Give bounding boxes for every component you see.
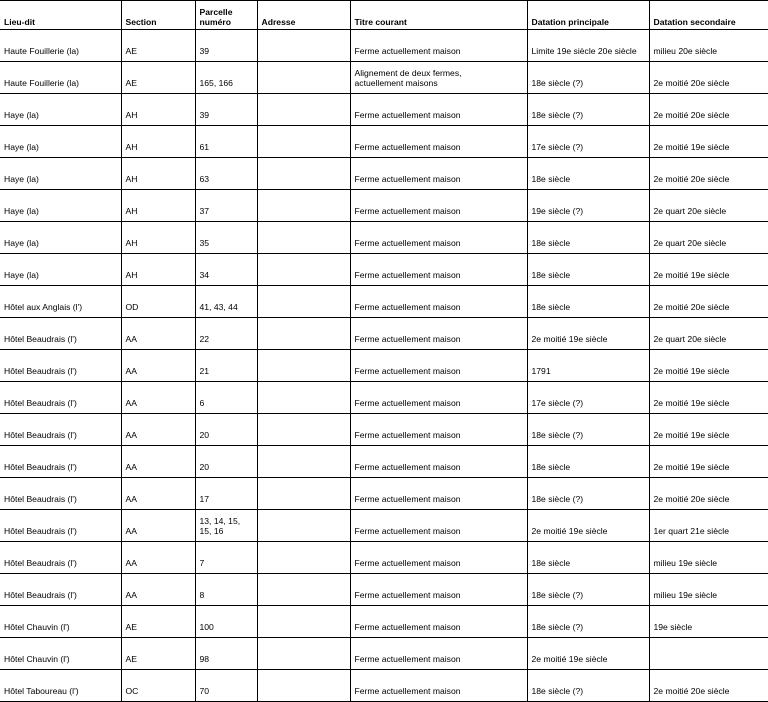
table-row [0, 574, 768, 606]
cell-datation-secondaire [649, 638, 768, 670]
cell-adresse [257, 190, 350, 222]
cell-parcelle: 8 [195, 574, 257, 606]
table-row [0, 446, 768, 478]
cell-titre: Ferme actuellement maison [350, 478, 527, 510]
cell-datation-secondaire: 2e moitié 19e siècle [649, 126, 768, 158]
table-row [0, 94, 768, 126]
cell-parcelle: 17 [195, 478, 257, 510]
table-row [0, 382, 768, 414]
cell-adresse [257, 30, 350, 62]
cell-adresse [257, 222, 350, 254]
table-row [0, 158, 768, 190]
cell-section: AE [121, 62, 195, 94]
cell-datation-principale: 18e siècle [527, 254, 649, 286]
cell-datation-principale: 18e siècle (?) [527, 414, 649, 446]
cell-section: AA [121, 318, 195, 350]
cell-lieu-dit: Hôtel Beaudrais (l') [0, 318, 121, 350]
cell-adresse [257, 126, 350, 158]
table-row [0, 542, 768, 574]
cell-adresse [257, 158, 350, 190]
header-titre: Titre courant [350, 1, 527, 30]
cell-parcelle: 7 [195, 542, 257, 574]
cell-adresse [257, 286, 350, 318]
cell-datation-secondaire: 19e siècle [649, 606, 768, 638]
cell-datation-principale: 18e siècle (?) [527, 606, 649, 638]
cell-titre: Ferme actuellement maison [350, 254, 527, 286]
cell-titre: Ferme actuellement maison [350, 670, 527, 702]
cell-datation-secondaire: 2e moitié 20e siècle [649, 94, 768, 126]
cell-titre: Ferme actuellement maison [350, 606, 527, 638]
table-row [0, 254, 768, 286]
cell-adresse [257, 254, 350, 286]
cell-lieu-dit: Hôtel Beaudrais (l') [0, 446, 121, 478]
header-lieu-dit: Lieu-dit [0, 1, 121, 30]
cell-titre: Ferme actuellement maison [350, 446, 527, 478]
cell-parcelle: 34 [195, 254, 257, 286]
cell-section: AA [121, 542, 195, 574]
cell-section: AA [121, 574, 195, 606]
cell-datation-secondaire: 2e moitié 19e siècle [649, 350, 768, 382]
cell-section: AH [121, 94, 195, 126]
table-row [0, 414, 768, 446]
table-row [0, 638, 768, 670]
cell-titre: Ferme actuellement maison [350, 638, 527, 670]
cell-datation-principale: 18e siècle [527, 222, 649, 254]
cell-section: AE [121, 606, 195, 638]
header-adresse: Adresse [257, 1, 350, 30]
cell-section: AH [121, 158, 195, 190]
cell-datation-principale: 2e moitié 19e siècle [527, 510, 649, 542]
cell-lieu-dit: Haye (la) [0, 222, 121, 254]
cell-datation-secondaire: milieu 19e siècle [649, 574, 768, 606]
cell-titre: Ferme actuellement maison [350, 190, 527, 222]
cell-section: OD [121, 286, 195, 318]
cell-parcelle: 39 [195, 30, 257, 62]
cell-parcelle: 63 [195, 158, 257, 190]
cell-parcelle: 20 [195, 414, 257, 446]
header-section: Section [121, 1, 195, 30]
cell-datation-principale: 2e moitié 19e siècle [527, 638, 649, 670]
table-row [0, 190, 768, 222]
cell-lieu-dit: Hôtel Beaudrais (l') [0, 510, 121, 542]
cell-lieu-dit: Haye (la) [0, 190, 121, 222]
cell-adresse [257, 62, 350, 94]
cell-datation-secondaire: 2e moitié 19e siècle [649, 414, 768, 446]
cell-datation-secondaire: 2e moitié 19e siècle [649, 382, 768, 414]
cell-section: AH [121, 254, 195, 286]
cell-datation-secondaire: 2e moitié 19e siècle [649, 446, 768, 478]
cell-datation-secondaire: 2e moitié 20e siècle [649, 62, 768, 94]
cell-section: AA [121, 414, 195, 446]
cell-datation-secondaire: 2e moitié 20e siècle [649, 286, 768, 318]
cell-datation-secondaire: 2e moitié 19e siècle [649, 254, 768, 286]
cell-section: AE [121, 30, 195, 62]
cell-parcelle: 70 [195, 670, 257, 702]
cell-section: AA [121, 510, 195, 542]
cell-datation-principale: 18e siècle [527, 286, 649, 318]
table-row [0, 510, 768, 542]
cell-lieu-dit: Haye (la) [0, 254, 121, 286]
table-row [0, 126, 768, 158]
cell-section: AA [121, 382, 195, 414]
cell-titre: Ferme actuellement maison [350, 382, 527, 414]
cell-parcelle: 13, 14, 15, 15, 16 [195, 510, 257, 542]
cell-datation-principale: 18e siècle [527, 446, 649, 478]
cell-adresse [257, 446, 350, 478]
cell-section: OC [121, 670, 195, 702]
cell-datation-principale: 17e siècle (?) [527, 126, 649, 158]
cell-adresse [257, 670, 350, 702]
cell-parcelle: 35 [195, 222, 257, 254]
cell-lieu-dit: Hôtel Beaudrais (l') [0, 350, 121, 382]
cell-parcelle: 22 [195, 318, 257, 350]
cell-section: AA [121, 350, 195, 382]
cell-titre: Ferme actuellement maison [350, 158, 527, 190]
cell-parcelle: 39 [195, 94, 257, 126]
cell-adresse [257, 638, 350, 670]
cell-adresse [257, 414, 350, 446]
cell-lieu-dit: Hôtel Chauvin (l') [0, 638, 121, 670]
cell-section: AH [121, 126, 195, 158]
cell-titre: Ferme actuellement maison [350, 542, 527, 574]
cell-datation-secondaire: milieu 20e siècle [649, 30, 768, 62]
cell-section: AH [121, 222, 195, 254]
cell-datation-principale: 18e siècle (?) [527, 574, 649, 606]
cell-datation-principale: 18e siècle [527, 542, 649, 574]
cell-datation-principale: 2e moitié 19e siècle [527, 318, 649, 350]
table-row [0, 670, 768, 702]
cell-titre: Ferme actuellement maison [350, 510, 527, 542]
table-row [0, 318, 768, 350]
cell-lieu-dit: Hôtel Beaudrais (l') [0, 382, 121, 414]
table-row [0, 222, 768, 254]
cell-datation-principale: 18e siècle (?) [527, 94, 649, 126]
cell-parcelle: 21 [195, 350, 257, 382]
cell-datation-secondaire: 2e quart 20e siècle [649, 318, 768, 350]
cell-adresse [257, 478, 350, 510]
cell-section: AA [121, 478, 195, 510]
header-parcelle: Parcelle numéro [195, 1, 257, 30]
cell-datation-principale: 1791 [527, 350, 649, 382]
cell-titre: Ferme actuellement maison [350, 414, 527, 446]
cell-datation-principale: Limite 19e siècle 20e siècle [527, 30, 649, 62]
cell-datation-principale: 17e siècle (?) [527, 382, 649, 414]
table-row [0, 30, 768, 62]
cell-lieu-dit: Haye (la) [0, 158, 121, 190]
table-row [0, 478, 768, 510]
table-row [0, 350, 768, 382]
cell-adresse [257, 574, 350, 606]
cell-datation-principale: 19e siècle (?) [527, 190, 649, 222]
cell-datation-secondaire: 2e quart 20e siècle [649, 222, 768, 254]
cell-lieu-dit: Haye (la) [0, 126, 121, 158]
cell-datation-secondaire: 2e quart 20e siècle [649, 190, 768, 222]
cell-datation-secondaire: 2e moitié 20e siècle [649, 670, 768, 702]
cell-titre: Ferme actuellement maison [350, 286, 527, 318]
cell-section: AH [121, 190, 195, 222]
cell-parcelle: 6 [195, 382, 257, 414]
table-body [0, 30, 768, 702]
header-datation-secondaire: Datation secondaire [649, 1, 768, 30]
cell-titre: Ferme actuellement maison [350, 574, 527, 606]
cell-titre: Ferme actuellement maison [350, 350, 527, 382]
cell-parcelle: 41, 43, 44 [195, 286, 257, 318]
cell-lieu-dit: Hôtel Beaudrais (l') [0, 542, 121, 574]
cell-adresse [257, 606, 350, 638]
cell-adresse [257, 510, 350, 542]
cell-datation-secondaire: 1er quart 21e siècle [649, 510, 768, 542]
cell-lieu-dit: Hôtel aux Anglais (l') [0, 286, 121, 318]
table-header-row [0, 1, 768, 30]
cell-titre: Ferme actuellement maison [350, 318, 527, 350]
cell-parcelle: 98 [195, 638, 257, 670]
cell-parcelle: 100 [195, 606, 257, 638]
cell-lieu-dit: Haye (la) [0, 94, 121, 126]
cell-lieu-dit: Hôtel Beaudrais (l') [0, 414, 121, 446]
cell-datation-principale: 18e siècle (?) [527, 670, 649, 702]
cell-titre: Ferme actuellement maison [350, 94, 527, 126]
cell-parcelle: 165, 166 [195, 62, 257, 94]
cell-datation-secondaire: 2e moitié 20e siècle [649, 158, 768, 190]
cell-datation-principale: 18e siècle (?) [527, 478, 649, 510]
cell-titre: Alignement de deux fermes, actuellement maisons [350, 62, 527, 94]
cell-adresse [257, 350, 350, 382]
cell-adresse [257, 318, 350, 350]
cell-datation-secondaire: milieu 19e siècle [649, 542, 768, 574]
cell-parcelle: 61 [195, 126, 257, 158]
cell-section: AE [121, 638, 195, 670]
cell-lieu-dit: Hôtel Chauvin (l') [0, 606, 121, 638]
cell-lieu-dit: Hôtel Beaudrais (l') [0, 574, 121, 606]
cell-parcelle: 20 [195, 446, 257, 478]
header-datation-principale: Datation principale [527, 1, 649, 30]
cell-titre: Ferme actuellement maison [350, 30, 527, 62]
cell-section: AA [121, 446, 195, 478]
cell-datation-principale: 18e siècle [527, 158, 649, 190]
cell-adresse [257, 542, 350, 574]
cell-datation-principale: 18e siècle (?) [527, 62, 649, 94]
cell-lieu-dit: Haute Fouillerie (la) [0, 62, 121, 94]
cell-parcelle: 37 [195, 190, 257, 222]
cell-adresse [257, 382, 350, 414]
cell-datation-secondaire: 2e moitié 20e siècle [649, 478, 768, 510]
cell-adresse [257, 94, 350, 126]
cell-lieu-dit: Haute Fouillerie (la) [0, 30, 121, 62]
table-row [0, 286, 768, 318]
cell-lieu-dit: Hôtel Taboureau (l') [0, 670, 121, 702]
table-row [0, 62, 768, 94]
cell-titre: Ferme actuellement maison [350, 126, 527, 158]
cell-lieu-dit: Hôtel Beaudrais (l') [0, 478, 121, 510]
table-row [0, 606, 768, 638]
cell-titre: Ferme actuellement maison [350, 222, 527, 254]
